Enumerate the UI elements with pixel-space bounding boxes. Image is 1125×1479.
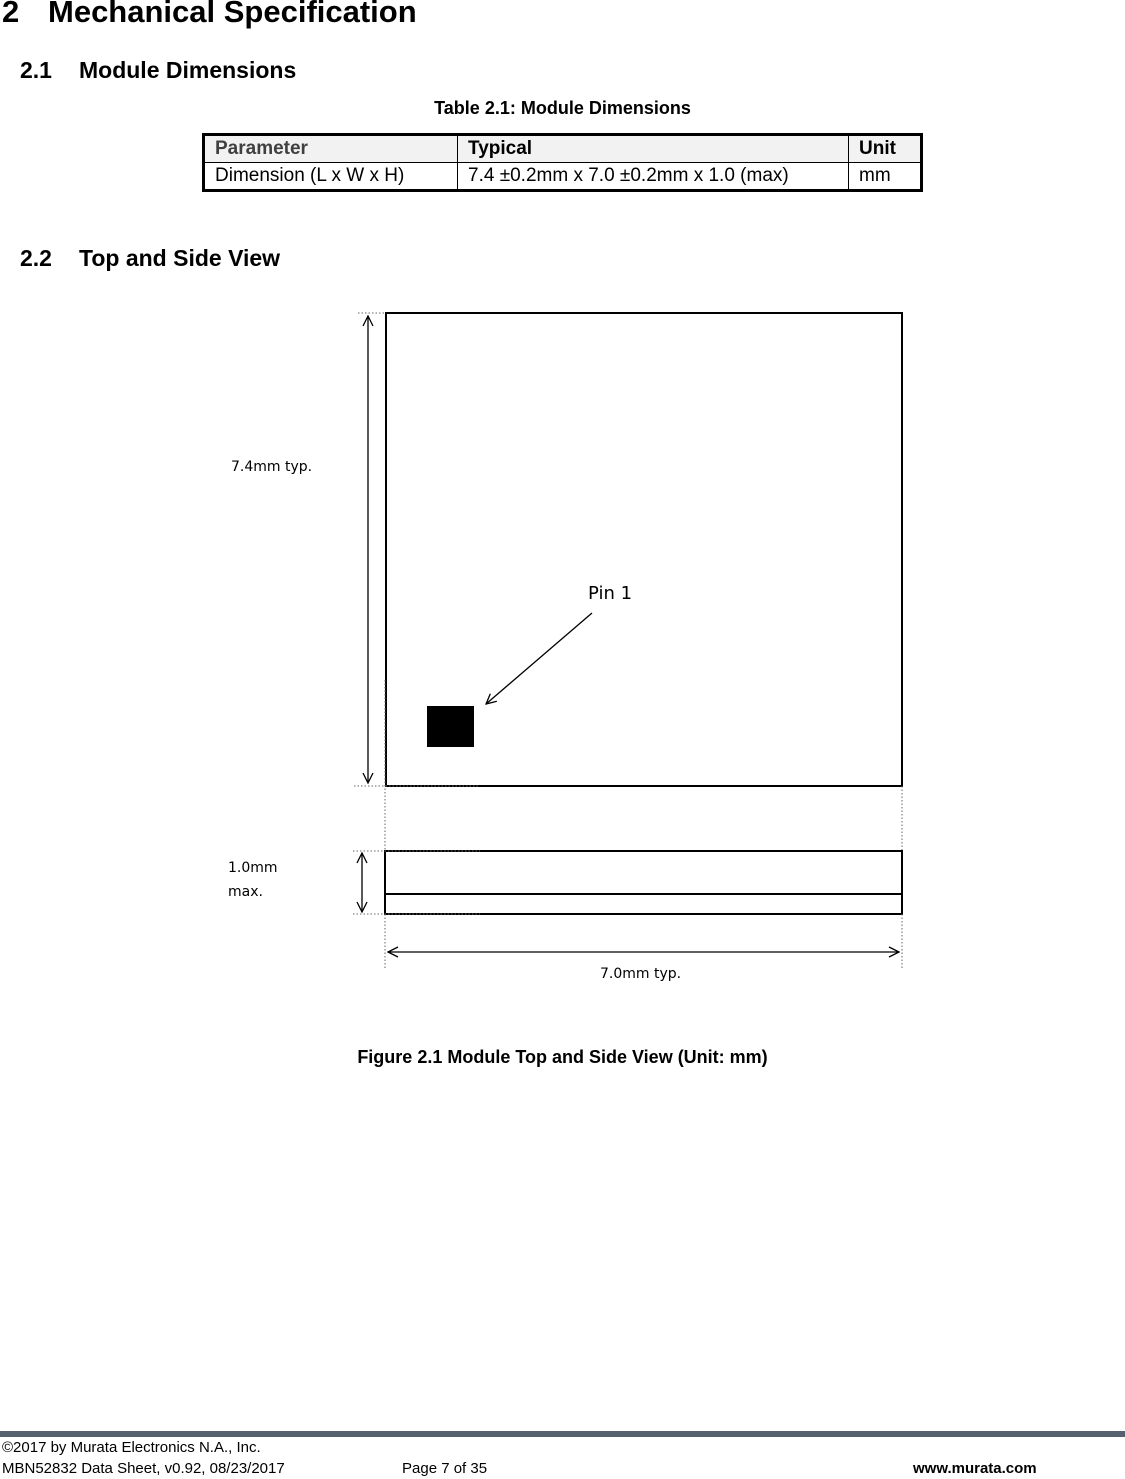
footer-rule xyxy=(0,1431,1125,1437)
table-caption: Table 2.1: Module Dimensions xyxy=(434,98,691,118)
table-cell-unit: mm xyxy=(849,163,922,191)
height-dimension-label-line1: 1.0mm xyxy=(228,860,278,876)
subsection-number: 2.2 xyxy=(20,245,52,271)
module-side-view xyxy=(385,851,902,914)
pin-1-marker xyxy=(427,706,474,747)
height-dimension-label-line2: max. xyxy=(228,884,263,900)
subsection-title: Module Dimensions xyxy=(79,57,297,83)
table-header-typical: Typical xyxy=(458,135,849,163)
footer-doc-info: MBN52832 Data Sheet, v0.92, 08/23/2017 xyxy=(2,1460,285,1477)
footer-website-link[interactable]: www.murata.com xyxy=(913,1460,1037,1477)
table-header-parameter: Parameter xyxy=(204,135,458,163)
footer-page-number: Page 7 of 35 xyxy=(402,1460,488,1477)
table-cell-typical: 7.4 ±0.2mm x 7.0 ±0.2mm x 1.0 (max) xyxy=(458,163,849,191)
table-header-unit: Unit xyxy=(849,135,922,163)
width-dimension-label: 7.0mm typ. xyxy=(600,966,682,982)
subsection-number: 2.1 xyxy=(20,57,52,83)
section-number: 2 xyxy=(2,0,20,29)
pin-1-label: Pin 1 xyxy=(588,583,633,604)
pin-1-leader-arrow xyxy=(486,613,592,704)
figure-caption: Figure 2.1 Module Top and Side View (Unit: mm) xyxy=(357,1047,768,1067)
length-dimension-label: 7.4mm typ. xyxy=(231,459,313,475)
section-title: Mechanical Specification xyxy=(48,0,417,29)
footer-copyright: ©2017 by Murata Electronics N.A., Inc. xyxy=(2,1439,261,1456)
subsection-title: Top and Side View xyxy=(79,245,281,271)
table-cell-parameter: Dimension (L x W x H) xyxy=(204,163,458,191)
